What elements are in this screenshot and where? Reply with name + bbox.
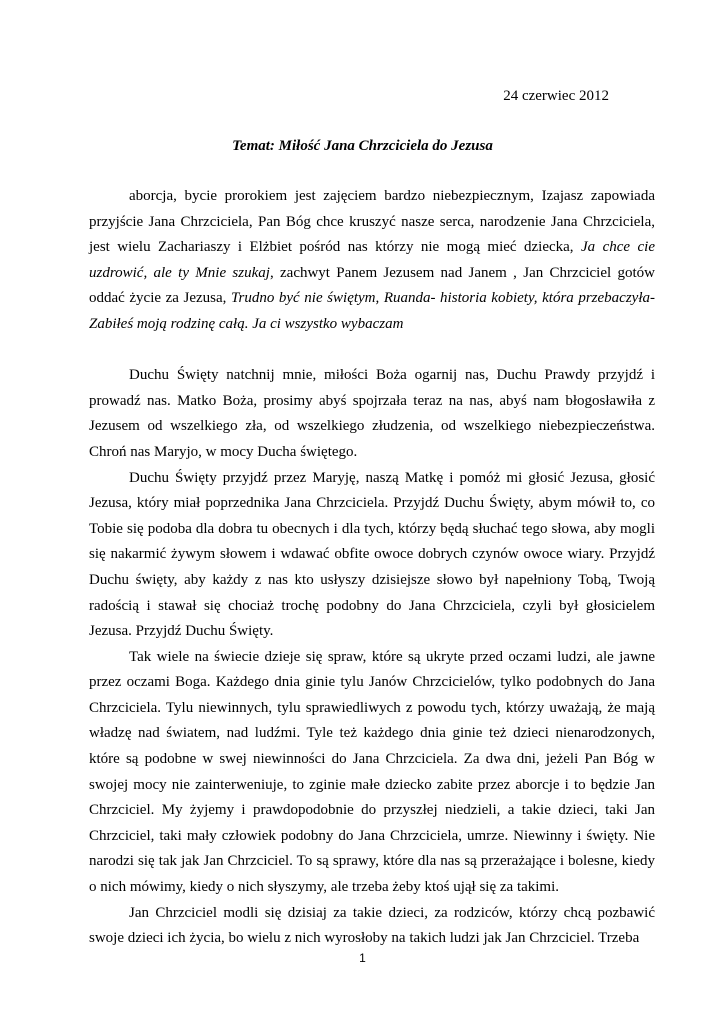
- text-run: aborcja, bycie prorokiem jest zajęciem bardzo niebezpiecznym, Izajasz zapowiada przyjście Jana Chrzciciela, Pan Bóg chce kruszyć nasze serca, narodzenie Jana Chrzciciela, jest wielu Zachariaszy i Elżbiet pośród nas którzy nie mogą mieć dziecka,: [89, 188, 655, 256]
- text-run: Jan Chrzciciel modli się dzisiaj za takie dzieci, za rodziców, którzy chcą pozbawić swoje dzieci ich życia, bo wielu z nich wyrosłoby na takich ludzi jak Jan Chrzciciel. Trzeba: [89, 904, 655, 947]
- paragraph-intro-notes: [89, 184, 655, 338]
- text-run: Duchu Święty natchnij mnie, miłości Boża ogarnij nas, Duchu Prawdy przyjdź i prowadź nas. Matko Boża, prosimy abyś spojrzała teraz na nas, abyś nam błogosławiła z Jezusem od wszelkiego zła, od wszelkiego złudzenia, od wszelkiego niebezpieczeństwa. Chroń nas Maryjo, w mocy Ducha świętego.: [89, 367, 655, 460]
- paragraph-john-prays: [89, 901, 655, 952]
- paragraph-hidden-things: [89, 645, 655, 901]
- document-date: 24 czerwiec 2012: [503, 88, 609, 104]
- document-body: [89, 184, 655, 952]
- italic-text-run: Trudno być nie świętym, Ruanda- historia kobiety, która przebaczyła- Zabiłeś moją rodzinę całą. Ja ci wszystko wybaczam: [89, 290, 655, 332]
- italic-text-run: Ja chce cie uzdrowić, ale ty Mnie szukaj: [89, 239, 655, 281]
- text-run: Duchu Święty przyjdź przez Maryję, naszą Matkę i pomóż mi głosić Jezusa, głosić Jezusa, który miał poprzednika Jana Chrzciciela. Przyjdź Duchu Święty, abym mówił to, co Tobie się podoba dla dobra tu obecnych i dla tych, którzy będą słuchać tego słowa, aby mogli się nakarmić żywym słowem i wdawać obfite owoce dobrych czynów owoce wiary. Przyjdź Duchu święty, aby każdy z nas kto usłyszy dzisiejsze słowo był napełniony Tobą, Twoją radością i stawał się chociaż trochę podobny do Jana Chrzciciela, czyli był głosicielem Jezusa. Przyjdź Duchu Święty.: [89, 469, 655, 640]
- text-run: , zachwyt Panem Jezusem nad Janem , Jan Chrzciciel gotów oddać życie za Jezusa,: [89, 264, 655, 307]
- text-run: Tak wiele na świecie dzieje się spraw, które są ukryte przed oczami ludzi, ale jawne przez oczami Boga. Każdego dnia ginie tylu Janów Chrzcicielów, tylko podobnych do Jana Chrzciciela. Tylu niewinnych, tylu sprawiedliwych z powodu tych, którzy uważają, że mają władzę nad światem, nad ludźmi. Tyle też każdego dnia ginie też dzieci nienarodzonych, które są podobne w swej niewinności do Jana Chrzciciela. Za dwa dni, jeżeli Pan Bóg w swojej mocy nie zainterweniuje, to zginie małe dziecko zabite przez aborcje i to będzie Jan Chrzciciel. My żyjemy i prawdopodobnie do przyszłej niedzieli, a takie dzieci, taki Jan Chrzciciel, taki mały człowiek podobny do Jana Chrzciciela, umrze. Niewinny i święty. Nie narodzi się tak jak Jan Chrzciciel. To są sprawy, które dla nas są przerażające i bolesne, kiedy o nich mówimy, kiedy o nich słyszymy, ale trzeba żeby ktoś ujął się za takimi.: [89, 648, 655, 896]
- document-title: Temat: Miłość Jana Chrzciciela do Jezusa: [232, 138, 493, 154]
- paragraph-prayer-mary: [89, 466, 655, 645]
- paragraph-prayer-holy-spirit: [89, 363, 655, 465]
- page-number: 1: [359, 951, 366, 965]
